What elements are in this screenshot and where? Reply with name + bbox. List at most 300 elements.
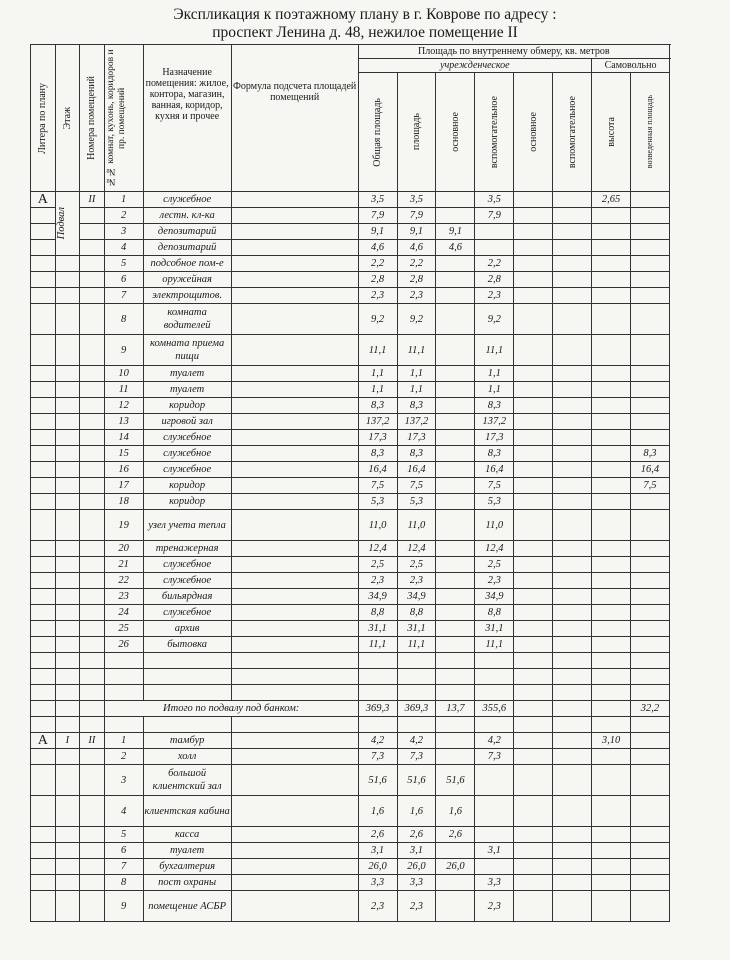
blank-cell — [143, 685, 231, 701]
premise-cell — [80, 208, 105, 224]
premise-cell — [80, 430, 105, 446]
main-2-cell — [514, 827, 553, 843]
self-area-value — [630, 414, 669, 430]
room-purpose: узел учета тепла — [143, 510, 231, 541]
header-self-built: Самовольно — [592, 59, 670, 73]
height-value — [592, 875, 631, 891]
blank-cell — [436, 717, 475, 733]
formula-cell — [231, 843, 358, 859]
height-value — [592, 478, 631, 494]
floor-cell — [55, 288, 80, 304]
total-area-value: 5,3 — [358, 494, 397, 510]
blank-cell — [592, 717, 631, 733]
premise-cell — [80, 462, 105, 478]
table-row — [31, 430, 670, 446]
formula-cell — [231, 335, 358, 366]
formula-cell — [231, 192, 358, 208]
table-row — [31, 208, 670, 224]
total-area-value: 2,2 — [358, 256, 397, 272]
aux-area-value: 7,9 — [475, 208, 514, 224]
aux-2-cell — [553, 843, 592, 859]
aux-2-cell — [553, 240, 592, 256]
premise-cell — [80, 605, 105, 621]
aux-2-cell — [553, 589, 592, 605]
table-row — [31, 843, 670, 859]
room-number: 9 — [104, 891, 143, 922]
floor-cell — [55, 875, 80, 891]
letter-cell — [31, 621, 56, 637]
self-area-value: 8,3 — [630, 446, 669, 462]
height-value — [592, 240, 631, 256]
aux-2-cell — [553, 541, 592, 557]
blank-cell — [514, 717, 553, 733]
blank-cell — [397, 685, 436, 701]
floor-cell — [55, 749, 80, 765]
aux-area-value: 7,3 — [475, 749, 514, 765]
formula-cell — [231, 478, 358, 494]
blank-row — [31, 717, 670, 733]
header-letter: Литера по плану — [31, 45, 56, 192]
floor-cell — [55, 843, 80, 859]
blank-cell — [436, 669, 475, 685]
blank-cell — [630, 653, 669, 669]
total-area-value: 51,6 — [358, 765, 397, 796]
total-area-value: 9,1 — [358, 224, 397, 240]
area-value: 3,5 — [397, 192, 436, 208]
total-area-value: 11,0 — [358, 510, 397, 541]
area-value: 5,3 — [397, 494, 436, 510]
main-2-cell — [514, 256, 553, 272]
area-value: 7,5 — [397, 478, 436, 494]
main-2-cell — [514, 557, 553, 573]
letter-cell — [31, 382, 56, 398]
room-number: 4 — [104, 240, 143, 256]
room-purpose: архив — [143, 621, 231, 637]
floor-cell — [55, 478, 80, 494]
letter-cell — [31, 446, 56, 462]
floor-cell — [55, 256, 80, 272]
main-2-cell — [514, 891, 553, 922]
floor-cell — [55, 557, 80, 573]
floor-cell — [55, 192, 80, 256]
main-area-value — [436, 446, 475, 462]
aux-area-value: 11,1 — [475, 335, 514, 366]
floor-cell — [55, 891, 80, 922]
letter-cell — [31, 224, 56, 240]
self-area-value — [630, 224, 669, 240]
room-purpose: бухгалтерия — [143, 859, 231, 875]
aux-area-value: 2,3 — [475, 573, 514, 589]
formula-cell — [231, 414, 358, 430]
room-purpose: тренажерная — [143, 541, 231, 557]
room-purpose: подсобное пом-е — [143, 256, 231, 272]
blank-cell — [514, 653, 553, 669]
self-area-value — [630, 875, 669, 891]
self-area-value — [630, 208, 669, 224]
area-value: 16,4 — [397, 462, 436, 478]
height-value — [592, 765, 631, 796]
main-area-value — [436, 304, 475, 335]
table-row — [31, 573, 670, 589]
room-number: 5 — [104, 827, 143, 843]
letter-cell — [31, 478, 56, 494]
aux-2-cell — [553, 272, 592, 288]
room-number: 19 — [104, 510, 143, 541]
area-value: 9,2 — [397, 304, 436, 335]
table-row — [31, 414, 670, 430]
header-height: высота — [592, 73, 631, 192]
table-row — [31, 398, 670, 414]
letter-cell — [31, 891, 56, 922]
room-purpose: служебное — [143, 446, 231, 462]
room-purpose: коридор — [143, 478, 231, 494]
header-formula: Формула подсчета площадей помещений — [231, 45, 358, 192]
aux-2-cell — [553, 573, 592, 589]
header-auxiliary-2: вспомогательное — [553, 73, 592, 192]
blank-cell — [231, 717, 358, 733]
room-purpose: коридор — [143, 494, 231, 510]
letter-cell — [31, 256, 56, 272]
total-sum: 369,3 — [358, 701, 397, 717]
self-area-value — [630, 796, 669, 827]
formula-cell — [231, 557, 358, 573]
header-floor: Этаж — [55, 45, 80, 192]
room-number: 6 — [104, 843, 143, 859]
main-2-cell — [514, 494, 553, 510]
height-value — [592, 843, 631, 859]
area-value: 4,6 — [397, 240, 436, 256]
room-number: 4 — [104, 796, 143, 827]
height-value — [592, 446, 631, 462]
self-area-value — [630, 366, 669, 382]
main-area-value — [436, 272, 475, 288]
letter-cell — [31, 573, 56, 589]
room-number: 22 — [104, 573, 143, 589]
blank-cell — [55, 653, 80, 669]
room-number: 12 — [104, 398, 143, 414]
total-area-value: 2,3 — [358, 891, 397, 922]
total-area-value: 4,2 — [358, 733, 397, 749]
main-2-cell — [514, 510, 553, 541]
formula-cell — [231, 605, 358, 621]
room-purpose: комната приема пищи — [143, 335, 231, 366]
table-row — [31, 224, 670, 240]
floor-name: I — [65, 735, 70, 746]
area-value: 1,6 — [397, 796, 436, 827]
letter-cell — [31, 366, 56, 382]
header-self-area: возведенная площадь — [630, 73, 669, 192]
room-number: 9 — [104, 335, 143, 366]
area-value: 34,9 — [397, 589, 436, 605]
main-2-cell — [514, 859, 553, 875]
premise-cell — [80, 478, 105, 494]
floor-cell — [55, 765, 80, 796]
title-line-1: Экспликация к поэтажному плану в г. Коврове по адресу : — [173, 6, 557, 23]
room-purpose: служебное — [143, 605, 231, 621]
blank-cell — [104, 685, 143, 701]
formula-cell — [231, 859, 358, 875]
table-row — [31, 557, 670, 573]
self-area-value — [630, 859, 669, 875]
letter-cell — [31, 510, 56, 541]
blank-row — [31, 669, 670, 685]
area-value: 11,0 — [397, 510, 436, 541]
main-2-cell — [514, 875, 553, 891]
premise-cell — [80, 557, 105, 573]
main-2-cell — [514, 541, 553, 557]
floor-cell — [55, 589, 80, 605]
main-2-cell — [514, 335, 553, 366]
table-row — [31, 446, 670, 462]
blank-cell — [231, 685, 358, 701]
self-area-value — [630, 382, 669, 398]
letter-cell — [31, 462, 56, 478]
room-purpose: депозитарий — [143, 224, 231, 240]
self-area-value — [630, 891, 669, 922]
room-purpose: электрощитов. — [143, 288, 231, 304]
main-2-cell — [514, 733, 553, 749]
room-purpose: касса — [143, 827, 231, 843]
height-value — [592, 557, 631, 573]
height-value — [592, 208, 631, 224]
blank-cell — [436, 685, 475, 701]
area-value: 7,3 — [397, 749, 436, 765]
room-number: 10 — [104, 366, 143, 382]
aux-area-value: 1,1 — [475, 366, 514, 382]
header-purpose: Назначение помещения: жилое, контора, магазин, ванная, коридор, кухня и прочее — [143, 45, 231, 192]
aux-area-value: 2,3 — [475, 288, 514, 304]
blank-cell — [143, 653, 231, 669]
self-area-value — [630, 510, 669, 541]
premise-cell — [80, 224, 105, 240]
area-value: 8,8 — [397, 605, 436, 621]
floor-cell — [55, 859, 80, 875]
room-purpose: пост охраны — [143, 875, 231, 891]
self-area-value — [630, 765, 669, 796]
main-area-value — [436, 382, 475, 398]
table-row — [31, 891, 670, 922]
main-2-cell — [514, 240, 553, 256]
formula-cell — [231, 304, 358, 335]
premise-cell — [80, 621, 105, 637]
self-area-value — [630, 541, 669, 557]
self-area-value — [630, 430, 669, 446]
height-value — [592, 637, 631, 653]
letter-cell — [31, 605, 56, 621]
blank-cell — [55, 685, 80, 701]
self-area-value — [630, 557, 669, 573]
aux-area-value: 8,3 — [475, 446, 514, 462]
total-area-value: 9,2 — [358, 304, 397, 335]
room-purpose: бытовка — [143, 637, 231, 653]
room-number: 13 — [104, 414, 143, 430]
self-area-value — [630, 843, 669, 859]
main-area-value — [436, 637, 475, 653]
main-area-value — [436, 557, 475, 573]
table-row — [31, 589, 670, 605]
main-2-cell — [514, 272, 553, 288]
formula-cell — [231, 891, 358, 922]
total-area-value: 17,3 — [358, 430, 397, 446]
aux-area-value: 11,1 — [475, 637, 514, 653]
aux-area-value: 1,1 — [475, 382, 514, 398]
letter-cell — [31, 749, 56, 765]
blank-cell — [31, 653, 56, 669]
blank-row — [31, 685, 670, 701]
main-2-cell — [514, 446, 553, 462]
letter-cell — [31, 875, 56, 891]
aux-area-value — [475, 240, 514, 256]
blank-cell — [475, 685, 514, 701]
main-2-cell — [514, 208, 553, 224]
formula-cell — [231, 589, 358, 605]
area-value: 2,3 — [397, 573, 436, 589]
total-area-value: 12,4 — [358, 541, 397, 557]
aux-area-value: 2,2 — [475, 256, 514, 272]
blank-cell — [514, 669, 553, 685]
main-area-value: 2,6 — [436, 827, 475, 843]
area-value: 17,3 — [397, 430, 436, 446]
area-value: 1,1 — [397, 382, 436, 398]
aux-2-cell — [553, 510, 592, 541]
table-row — [31, 272, 670, 288]
self-area-value — [630, 288, 669, 304]
table-row — [31, 765, 670, 796]
main-2-cell — [514, 288, 553, 304]
area-value: 1,1 — [397, 366, 436, 382]
area-value: 2,6 — [397, 827, 436, 843]
formula-cell — [231, 446, 358, 462]
letter-cell — [31, 843, 56, 859]
aux-area-value: 7,5 — [475, 478, 514, 494]
aux-2-cell — [553, 765, 592, 796]
aux-2-cell — [553, 891, 592, 922]
aux-area-value: 137,2 — [475, 414, 514, 430]
aux-2-cell — [553, 605, 592, 621]
header-total-area: Общая площадь — [358, 73, 397, 192]
room-number: 23 — [104, 589, 143, 605]
aux-2-cell — [553, 733, 592, 749]
blank-cell — [31, 685, 56, 701]
main-2-cell — [514, 621, 553, 637]
premise-cell — [80, 891, 105, 922]
table-row — [31, 859, 670, 875]
room-number: 2 — [104, 749, 143, 765]
height-value — [592, 796, 631, 827]
premise-cell — [80, 335, 105, 366]
premise-cell — [80, 875, 105, 891]
table-row — [31, 478, 670, 494]
premise-cell — [80, 366, 105, 382]
table-row — [31, 733, 670, 749]
room-number: 2 — [104, 208, 143, 224]
total-area-value: 8,3 — [358, 398, 397, 414]
blank-cell — [143, 717, 231, 733]
main-2-cell — [514, 478, 553, 494]
main-area-value: 1,6 — [436, 796, 475, 827]
table-row — [31, 796, 670, 827]
premise-cell — [80, 541, 105, 557]
main-2-cell — [514, 573, 553, 589]
total-area-value: 2,5 — [358, 557, 397, 573]
premise-cell — [80, 240, 105, 256]
main-area-value — [436, 891, 475, 922]
main-area-value — [436, 478, 475, 494]
aux-2-cell — [553, 875, 592, 891]
blank-cell — [514, 685, 553, 701]
aux-area-value: 4,2 — [475, 733, 514, 749]
letter-cell — [31, 335, 56, 366]
blank-cell — [514, 701, 553, 717]
premise-cell — [80, 589, 105, 605]
main-2-cell — [514, 224, 553, 240]
total-area-value: 3,3 — [358, 875, 397, 891]
header-room-number: №№ комнат, кухонь, коридоров и пр. помещений — [104, 45, 143, 192]
blank-cell — [553, 669, 592, 685]
area-value: 31,1 — [397, 621, 436, 637]
aux-2-cell — [553, 288, 592, 304]
blank-cell — [104, 653, 143, 669]
main-2-cell — [514, 430, 553, 446]
formula-cell — [231, 749, 358, 765]
aux-area-value: 12,4 — [475, 541, 514, 557]
floor-cell — [55, 446, 80, 462]
premise-cell — [80, 382, 105, 398]
area-value: 8,3 — [397, 446, 436, 462]
main-area-value: 26,0 — [436, 859, 475, 875]
height-value — [592, 288, 631, 304]
letter-cell — [31, 637, 56, 653]
blank-cell — [31, 701, 56, 717]
room-number: 3 — [104, 224, 143, 240]
letter-cell — [31, 827, 56, 843]
table-row — [31, 288, 670, 304]
room-purpose: бильярдная — [143, 589, 231, 605]
blank-cell — [80, 717, 105, 733]
table-row — [31, 827, 670, 843]
room-number: 3 — [104, 765, 143, 796]
blank-cell — [231, 653, 358, 669]
total-area-value: 4,6 — [358, 240, 397, 256]
aux-area-value — [475, 796, 514, 827]
self-area-value: 16,4 — [630, 462, 669, 478]
blank-cell — [630, 669, 669, 685]
aux-2-cell — [553, 827, 592, 843]
height-value: 3,10 — [592, 733, 631, 749]
blank-cell — [358, 717, 397, 733]
main-area-value: 4,6 — [436, 240, 475, 256]
blank-cell — [630, 685, 669, 701]
floor-cell — [55, 541, 80, 557]
table-row — [31, 621, 670, 637]
height-value — [592, 272, 631, 288]
floor-cell — [55, 637, 80, 653]
room-number: 26 — [104, 637, 143, 653]
main-2-cell — [514, 765, 553, 796]
room-purpose: большой клиентский зал — [143, 765, 231, 796]
main-2-cell — [514, 749, 553, 765]
blank-cell — [397, 669, 436, 685]
main-area-value — [436, 621, 475, 637]
formula-cell — [231, 573, 358, 589]
self-area-value — [630, 192, 669, 208]
premise-cell — [80, 573, 105, 589]
premise-cell — [80, 288, 105, 304]
table-row — [31, 875, 670, 891]
room-number: 16 — [104, 462, 143, 478]
total-area-value: 2,3 — [358, 573, 397, 589]
aux-2-cell — [553, 366, 592, 382]
